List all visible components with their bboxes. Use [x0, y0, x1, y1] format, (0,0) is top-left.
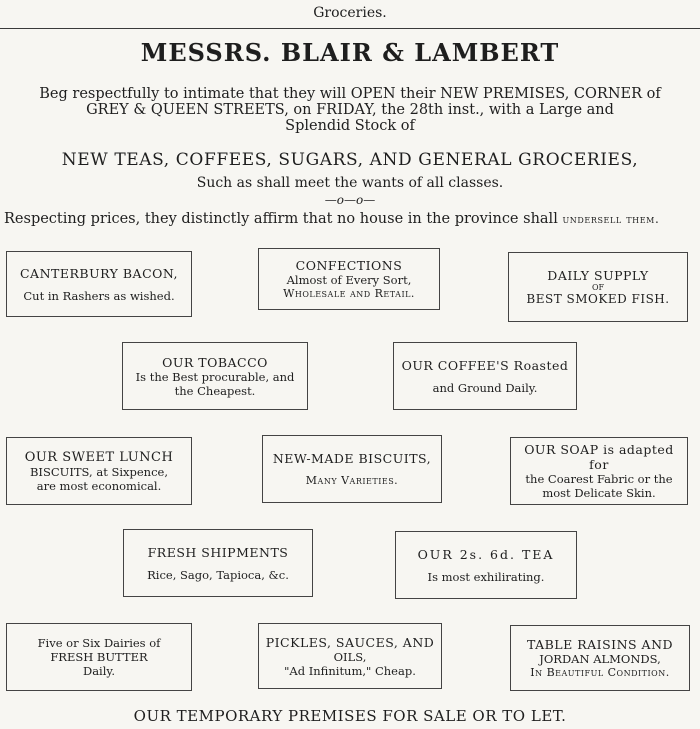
footer-notice: OUR TEMPORARY PREMISES FOR SALE OR TO LET.	[133, 707, 567, 725]
subline: Such as shall meet the wants of all classes.	[196, 175, 504, 191]
box-heading: TABLE RAISINS AND	[526, 637, 674, 652]
box-heading: OUR COFFEE'S Roasted	[401, 357, 569, 373]
box-heading: OUR 2s. 6d. TEA	[417, 546, 555, 562]
box-heading: OUR SOAP is adapted for	[524, 442, 674, 472]
notice-box-coffee	[393, 342, 577, 410]
box-subtext: are most economical.	[36, 478, 162, 493]
box-text: JORDAN ALMONDS,	[539, 652, 661, 666]
box-text: OILS,	[333, 649, 367, 664]
notice-box-tobacco	[122, 342, 308, 410]
box-subtext: BEST SMOKED FISH.	[526, 291, 670, 306]
box-heading: CONFECTIONS	[295, 258, 403, 273]
box-subtext: In Beautiful Condition.	[530, 666, 670, 679]
box-heading: DAILY SUPPLY	[547, 267, 649, 283]
box-heading: FRESH SHIPMENTS	[147, 544, 289, 560]
box-text: Almost of Every Sort,	[286, 273, 412, 287]
prices-text: Respecting prices, they distinctly affirm that no house in the province shall	[4, 211, 558, 227]
box-heading: NEW-MADE BISCUITS,	[272, 451, 432, 466]
notice-box-soap	[510, 437, 688, 505]
box-heading: CANTERBURY BACON,	[19, 265, 178, 281]
intro-line-1: Beg respectfully to intimate that they will OPEN their NEW PREMISES, CORNER of	[39, 86, 661, 102]
box-text: Many Varieties.	[305, 474, 399, 487]
notice-box-pickles	[258, 623, 442, 689]
box-text: FRESH BUTTER	[50, 650, 148, 664]
box-text: and Ground Daily.	[432, 380, 538, 395]
ornament-divider: —o—o—	[324, 193, 376, 207]
top-rule	[0, 28, 700, 29]
notice-box-butter	[6, 623, 192, 691]
notice-box-tea	[395, 531, 577, 599]
intro-line-3: Splendid Stock of	[285, 118, 415, 134]
box-text: Is the Best procurable, and	[135, 369, 295, 384]
box-subtext: Wholesale and Retail.	[283, 287, 415, 300]
box-text: Rice, Sago, Tapioca, &c.	[147, 567, 289, 582]
box-heading: Five or Six Dairies of	[37, 636, 161, 650]
prices-statement	[4, 211, 700, 227]
section-heading: Groceries.	[313, 5, 387, 21]
box-subtext: the Cheapest.	[174, 383, 256, 398]
box-text: OF	[591, 282, 605, 292]
box-heading: PICKLES, SAUCES, AND	[265, 634, 435, 650]
box-text: the Coarest Fabric or the	[525, 472, 673, 486]
notice-box-raisins	[510, 625, 690, 691]
box-text: Is most exhilirating.	[427, 569, 545, 584]
box-subtext: Daily.	[82, 664, 116, 678]
intro-line-2: GREY & QUEEN STREETS, on FRIDAY, the 28th inst., with a Large and	[86, 102, 614, 118]
box-heading: OUR SWEET LUNCH	[24, 449, 174, 465]
box-subtext: "Ad Infinitum," Cheap.	[284, 663, 416, 678]
notice-box-new-biscuits	[262, 435, 442, 503]
box-text: BISCUITS, at Sixpence,	[29, 464, 168, 479]
notice-box-fresh-shipments	[123, 529, 313, 597]
notice-box-smoked-fish	[508, 252, 688, 322]
box-subtext: most Delicate Skin.	[542, 486, 656, 500]
advert-title: MESSRS. BLAIR & LAMBERT	[140, 38, 560, 67]
notice-box-lunch-biscuits	[6, 437, 192, 505]
notice-box-canterbury-bacon	[6, 251, 192, 317]
box-text: Cut in Rashers as wished.	[23, 288, 175, 303]
headline: NEW TEAS, COFFEES, SUGARS, AND GENERAL GROCERIES,	[61, 150, 639, 170]
intro-paragraph	[0, 86, 700, 134]
box-heading: OUR TOBACCO	[162, 354, 268, 370]
notice-box-confections	[258, 248, 440, 310]
prices-tail: undersell them.	[562, 212, 660, 226]
